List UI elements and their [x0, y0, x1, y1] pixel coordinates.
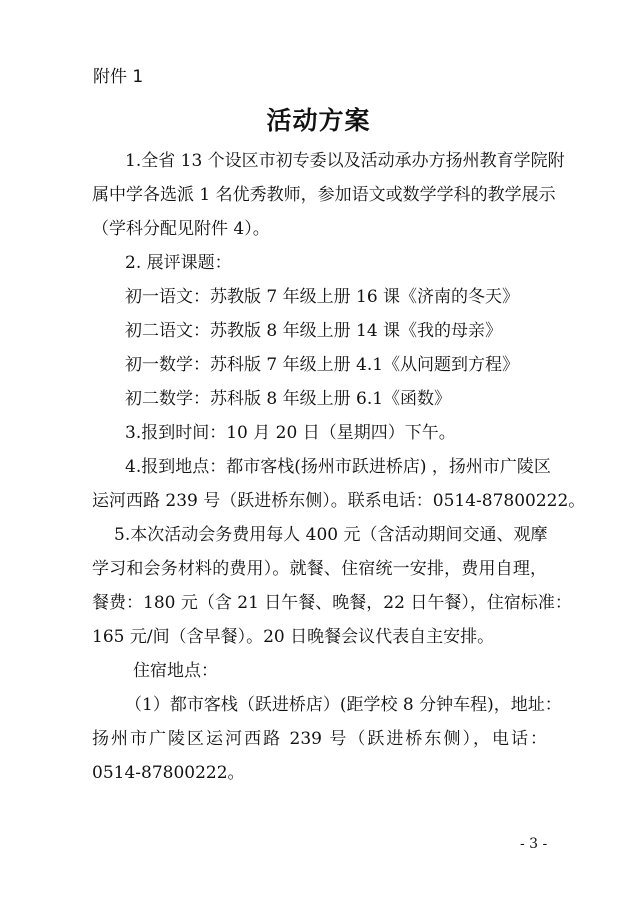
paragraph-line: 0514-87800222。: [92, 763, 245, 783]
list-item: 初一语文：苏教版 7 年级上册 16 课《济南的冬天》: [125, 287, 520, 307]
paragraph-line: 餐费：180 元（含 21 日午餐、晚餐，22 日午餐），住宿标准：: [92, 593, 572, 613]
paragraph-line: （1）都市客栈（跃进桥店）(距学校 8 分钟车程)，地址：: [125, 695, 562, 715]
paragraph-line: 1.全省 13 个设区市初专委以及活动承办方扬州教育学院附: [125, 151, 565, 171]
paragraph-line: 4.报到地点：都市客栈(扬州市跃进桥店) ，扬州市广陵区: [125, 457, 551, 477]
paragraph-line: 5.本次活动会务费用每人 400 元（含活动期间交通、观摩: [114, 525, 548, 545]
list-item: 初一数学：苏科版 7 年级上册 4.1《从问题到方程》: [125, 355, 520, 375]
paragraph-line: 运河西路 239 号（跃进桥东侧）。联系电话：0514-87800222。: [92, 491, 586, 511]
paragraph-line: 3.报到时间：10 月 20 日（星期四）下午。: [125, 423, 456, 443]
list-item: 初二语文：苏教版 8 年级上册 14 课《我的母亲》: [125, 321, 503, 341]
page-number: - 3 -: [520, 836, 548, 852]
list-item: 初二数学：苏科版 8 年级上册 6.1《函数》: [125, 389, 452, 409]
page-title: 活动方案: [266, 106, 371, 135]
paragraph-line: 2. 展评课题：: [125, 253, 232, 273]
paragraph-line: 扬州市广陵区运河西路 239 号（跃进桥东侧），电话：: [92, 729, 547, 749]
attachment-label: 附件 1: [93, 67, 144, 87]
paragraph-line: 学习和会务材料的费用）。就餐、住宿统一安排，费用自理，: [92, 559, 547, 579]
paragraph-line: 住宿地点：: [133, 661, 218, 681]
paragraph-line: 属中学各选派 1 名优秀教师，参加语文或数学学科的教学展示: [92, 185, 556, 205]
paragraph-line: 165 元/间（含早餐）。20 日晚餐会议代表自主安排。: [92, 627, 495, 647]
paragraph-line: （学科分配见附件 4）。: [92, 219, 270, 239]
